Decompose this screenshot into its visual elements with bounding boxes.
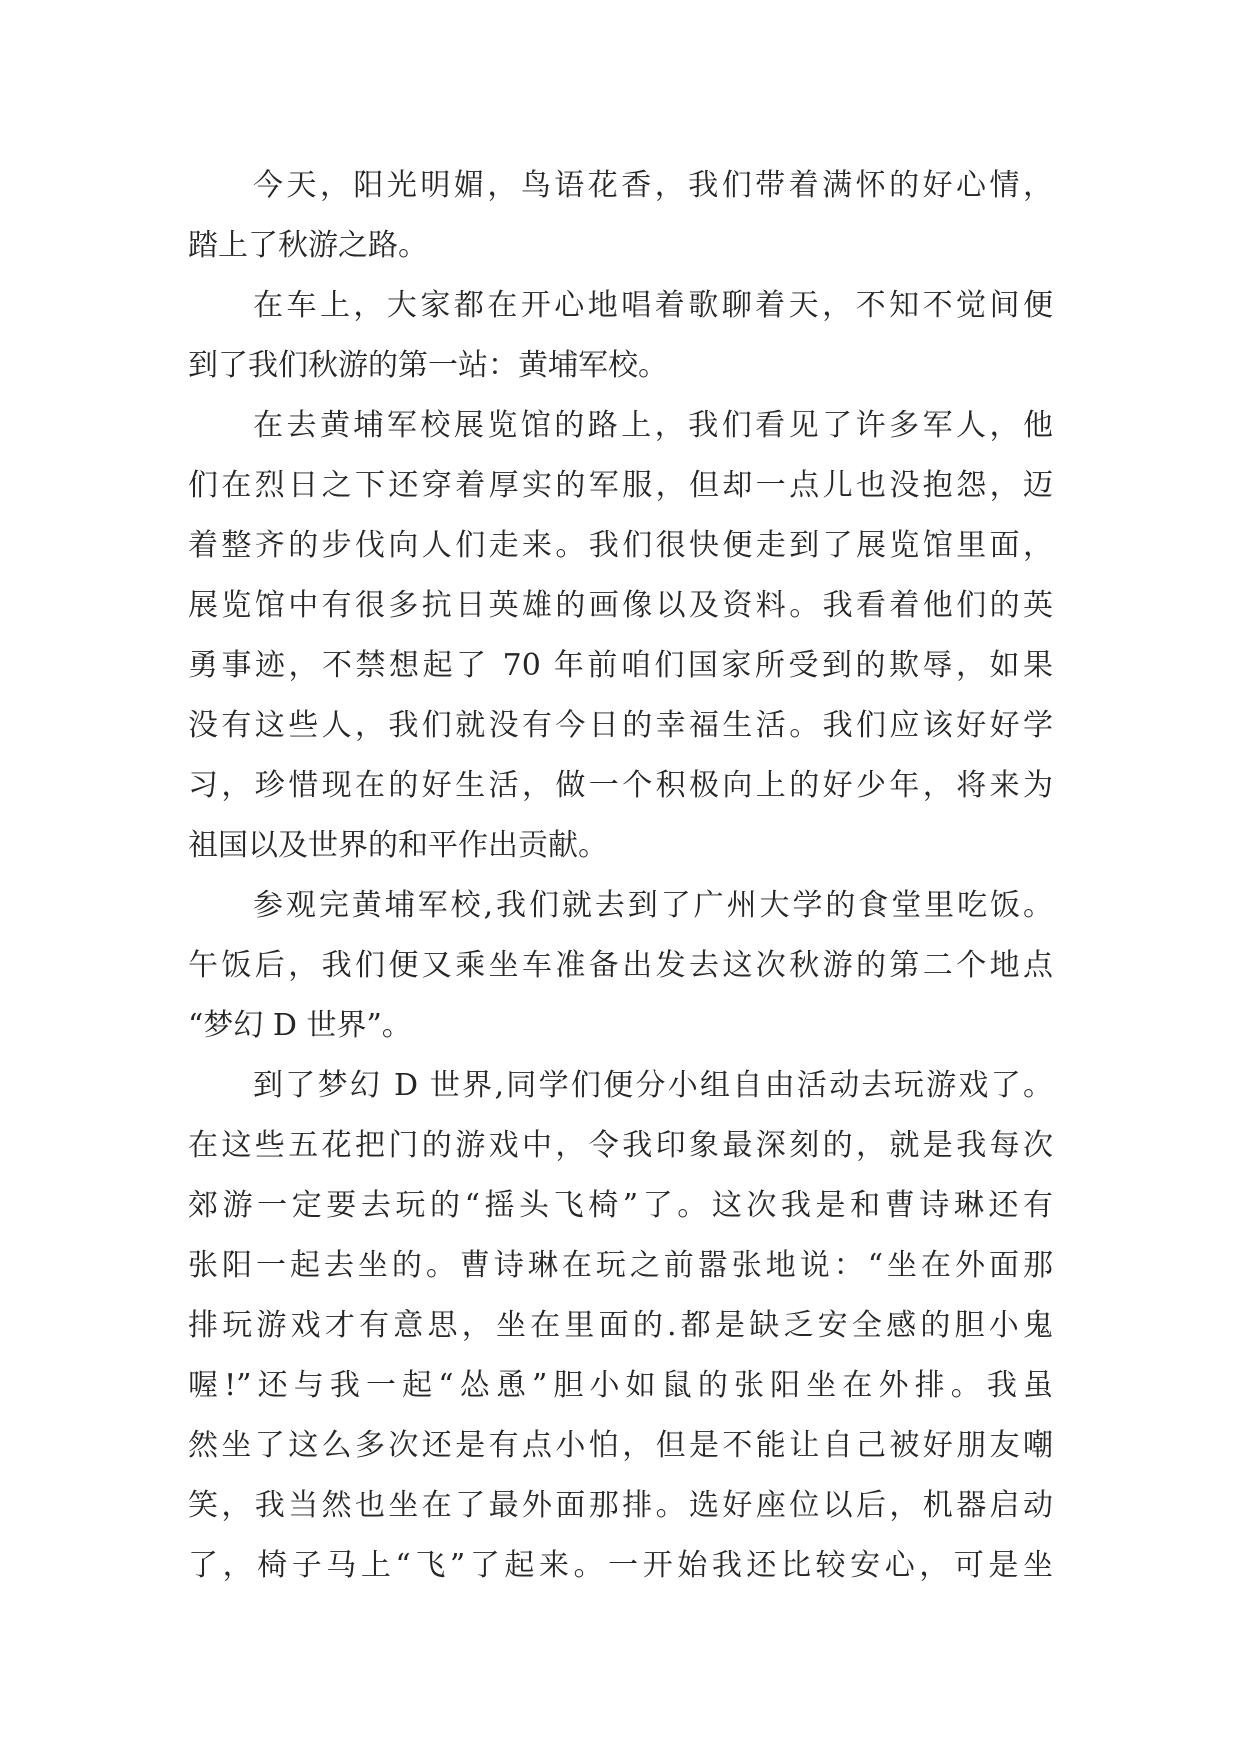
paragraph-4-line-3: “梦幻 D 世界”。 xyxy=(188,1008,412,1043)
paragraph-5-line-1: 到了梦幻 D 世界,同学们便分小组自由活动去玩游戏了。 xyxy=(253,1068,1053,1103)
paragraph-3-line-3: 着整齐的步伐向人们走来。我们很快便走到了展览馆里面， xyxy=(188,528,1053,563)
paragraph-3-line-1: 在去黄埔军校展览馆的路上，我们看见了许多军人，他 xyxy=(253,408,1053,443)
paragraph-3-line-8: 祖国以及世界的和平作出贡献。 xyxy=(188,828,608,863)
paragraph-3-line-4: 展览馆中有很多抗日英雄的画像以及资料。我看着他们的英 xyxy=(188,588,1053,623)
paragraph-5-line-8: 笑，我当然也坐在了最外面那排。选好座位以后，机器启动 xyxy=(188,1488,1053,1523)
paragraph-2-line-1: 在车上，大家都在开心地唱着歌聊着天，不知不觉间便 xyxy=(253,288,1053,323)
paragraph-1-line-2: 踏上了秋游之路。 xyxy=(188,228,428,263)
paragraph-3-line-7: 习，珍惜现在的好生活，做一个积极向上的好少年，将来为 xyxy=(188,768,1053,803)
paragraph-2-line-2: 到了我们秋游的第一站：黄埔军校。 xyxy=(188,348,668,383)
paragraph-3-line-2: 们在烈日之下还穿着厚实的军服，但却一点儿也没抱怨，迈 xyxy=(188,468,1053,503)
paragraph-3-line-5: 勇事迹，不禁想起了 70 年前咱们国家所受到的欺辱，如果 xyxy=(188,648,1053,683)
document-body xyxy=(188,156,1053,1596)
paragraph-1-line-1: 今天，阳光明媚，鸟语花香，我们带着满怀的好心情， xyxy=(253,168,1053,203)
paragraph-5-line-6: 喔!”还与我一起“怂恿”胆小如鼠的张阳坐在外排。我虽 xyxy=(188,1368,1053,1403)
paragraph-5-line-7: 然坐了这么多次还是有点小怕，但是不能让自己被好朋友嘲 xyxy=(188,1428,1053,1463)
paragraph-5-line-5: 排玩游戏才有意思，坐在里面的.都是缺乏安全感的胆小鬼 xyxy=(188,1308,1053,1343)
paragraph-4-line-2: 午饭后，我们便又乘坐车准备出发去这次秋游的第二个地点 xyxy=(188,948,1053,983)
paragraph-3-line-6: 没有这些人，我们就没有今日的幸福生活。我们应该好好学 xyxy=(188,708,1053,743)
paragraph-5-line-9: 了，椅子马上“飞”了起来。一开始我还比较安心，可是坐 xyxy=(188,1548,1053,1583)
paragraph-5-line-3: 郊游一定要去玩的“摇头飞椅”了。这次我是和曹诗琳还有 xyxy=(188,1188,1053,1223)
paragraph-5-line-2: 在这些五花把门的游戏中，令我印象最深刻的，就是我每次 xyxy=(188,1128,1053,1163)
paragraph-5-line-4: 张阳一起去坐的。曹诗琳在玩之前嚣张地说：“坐在外面那 xyxy=(188,1248,1053,1283)
paragraph-4-line-1: 参观完黄埔军校,我们就去到了广州大学的食堂里吃饭。 xyxy=(253,888,1053,923)
